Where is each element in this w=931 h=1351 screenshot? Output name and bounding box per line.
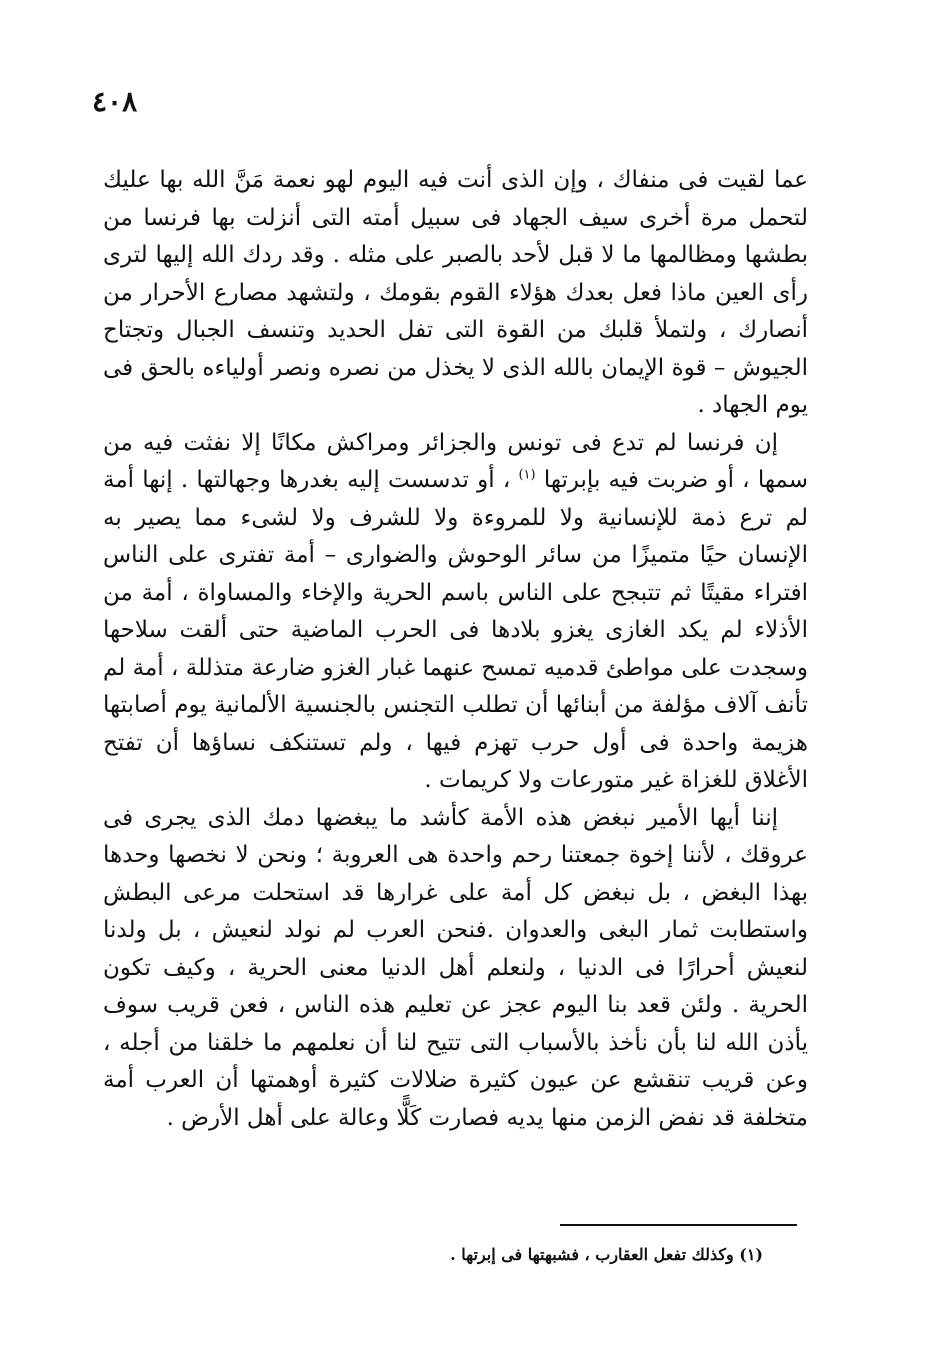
paragraph-3: إننا أيها الأمير نبغض هذه الأمة كأشد ما يبغضها دمك الذى يجرى فى عروقك ، لأننا إخوة جمعتنا رحم واحدة هى العروبة ؛ ونحن لا نخصها وحدها بهذا البغض ، بل نبغض كل أمة على غرارها قد استحلت مرعى البطش واستطابت ثمار البغى والعدوان .فنحن العرب لم نولد لنعيش ، بل ولدنا لنعيش أحرارًا فى الدنيا ، ولنعلم أهل الدنيا معنى الحرية ، وكيف تكون الحرية . ولئن قعد بنا اليوم عجز عن تعليم هذه الناس ، فعن قريب سوف يأذن الله لنا بأن نأخذ بالأسباب التى تتيح لنا أن نعلمهم ما خلقنا من أجله ، وعن قريب تنقشع عن عيون كثيرة ضلالات كثيرة أوهمتها أن العرب أمة متخلفة قد نفض الزمن منها يديه فصارت كَلًّا وعالة على أهل الأرض . (103, 804, 808, 1131)
footnote-reference[interactable]: (١) (518, 467, 536, 483)
body-text (103, 162, 808, 1137)
paragraph-2 (103, 425, 808, 800)
paragraph-2-text-a: إن فرنسا لم تدع فى تونس والجزائر ومراكش مكانًا إلا نفثت فيه من سمها ، أو ضربت فيه بإبرتها (103, 429, 809, 493)
page-number: ٤٠٨ (92, 85, 138, 118)
footnote: (١) وكذلك تفعل العقارب ، فشبهتها فى إبرتها . (450, 1245, 763, 1264)
paragraph-1: عما لقيت فى منفاك ، وإن الذى أنت فيه اليوم لهو نعمة مَنَّ الله بها عليك لتحمل مرة أخرى سيف الجهاد فى سبيل أمته التى أنزلت بها فرنسا من بطشها ومظالمها ما لا قبل لأحد بالصبر على مثله . وقد ردك الله إليها لترى رأى العين ماذا فعل بعدك هؤلاء القوم بقومك ، ولتشهد مصارع الأحرار من أنصارك ، ولتملأ قلبك من القوة التى تفل الحديد وتنسف الجبال وتجتاح الجيوش – قوة الإيمان بالله الذى لا يخذل من نصره ونصر أولياءه بالحق فى يوم الجهاد . (103, 167, 808, 418)
footnote-divider (560, 1224, 797, 1226)
paragraph-2-text-b: ، أو تدسست إليه بغدرها وجهالتها . إنها أمة لم ترع ذمة للإنسانية ولا للمروءة ولا للشرف ولا لشىء مما يصير به الإنسان حيًا متميزًا من سائر الوحوش والضوارى – أمة تفترى على الناس افتراء مقيتًا ثم تتبجح على الناس باسم الحرية والإخاء والمساواة ، أمة من الأذلاء لم يكد الغازى يغزو بلادها فى الحرب الماضية حتى ألقت سلاحها وسجدت على مواطئ قدميه تمسح عنهما غبار الغزو ضارعة متذللة ، أمة لم تأنف آلاف مؤلفة من أبنائها أن تطلب التجنس بالجنسية الألمانية يوم أصابتها هزيمة واحدة فى أول حرب تهزم فيها ، ولم تستنكف نساؤها أن تفتح الأغلاق للغزاة غير متورعات ولا كريمات . (103, 467, 808, 793)
